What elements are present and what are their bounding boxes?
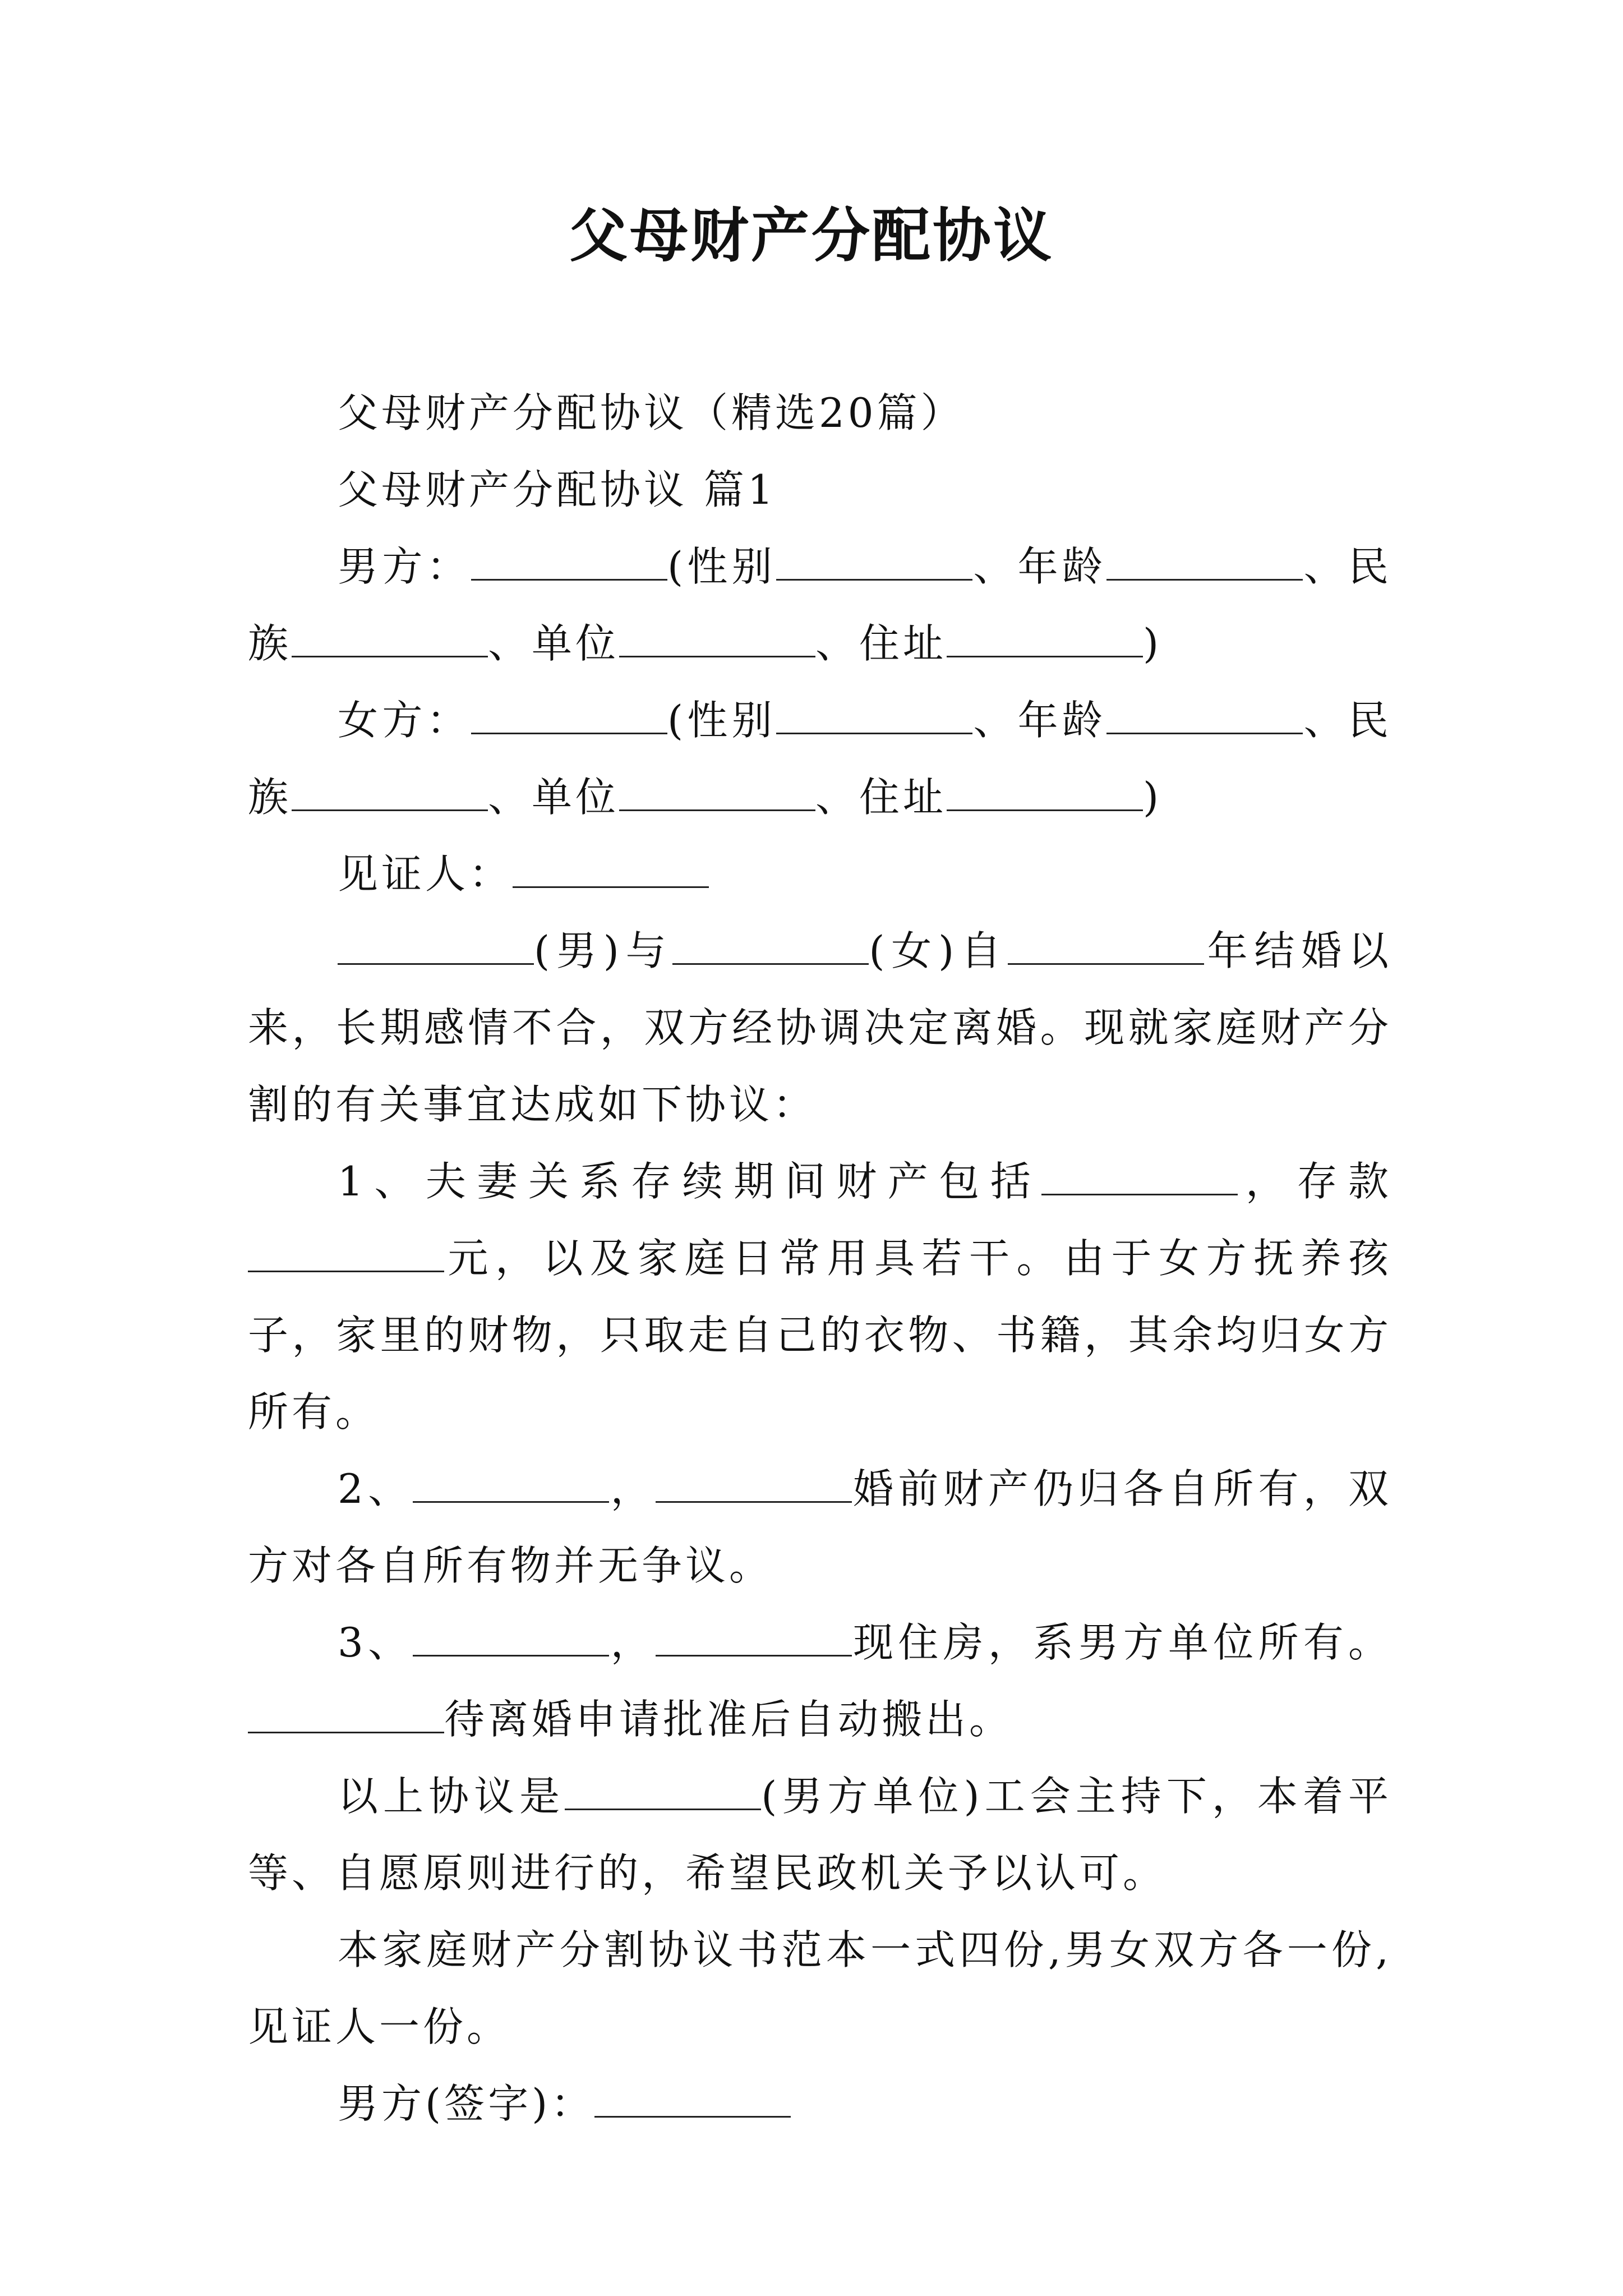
document-subtitle: 父母财产分配协议（精选20篇）	[338, 389, 965, 436]
blank-field	[471, 545, 667, 581]
agreement-paragraph	[248, 1758, 1392, 1912]
work-unit-label: 、单位	[488, 774, 620, 821]
blank-field	[656, 1467, 852, 1503]
blank-field	[248, 1698, 444, 1733]
blank-field	[292, 776, 488, 811]
blank-field	[1041, 1160, 1238, 1195]
agreement-prefix: 以上协议是	[338, 1773, 565, 1820]
blank-field	[776, 699, 972, 734]
intro-text: 年结婚以来，长期感情不合，双方经协调决定离婚。现就家庭财产分割的有关事宜达成如下协议：	[248, 927, 1392, 1128]
clause-2	[248, 1451, 1392, 1604]
blank-field	[947, 776, 1143, 811]
clause-1	[248, 1143, 1392, 1451]
clause-1-prefix: 1、夫妻关系存续期间财产包括	[338, 1158, 1042, 1205]
gender-label: (性别	[667, 543, 777, 590]
clause-2-comma: ，	[609, 1465, 656, 1512]
document-title: 父母财产分配协议	[569, 201, 1054, 270]
work-unit-label: 、单位	[488, 620, 620, 667]
female-party-label: 女方：	[338, 697, 471, 744]
male-signature-line	[248, 2065, 1392, 2142]
blank-field	[776, 545, 972, 581]
intro-paragraph	[248, 913, 1392, 1143]
clause-1-text: 元，以及家庭日常用具若干。由于女方抚养孩子，家里的财物，只取走自己的衣物、书籍，其余均归女方所有。	[248, 1235, 1392, 1435]
blank-field	[619, 776, 815, 811]
blank-field	[1008, 930, 1204, 965]
female-party-line	[248, 682, 1392, 836]
blank-field	[338, 930, 534, 965]
blank-field	[947, 622, 1143, 657]
blank-field	[619, 622, 815, 657]
clause-1-deposit: ，存款	[1238, 1158, 1392, 1205]
clause-3-comma: ，	[609, 1619, 656, 1666]
blank-field	[513, 853, 709, 888]
clause-2-prefix: 2、	[338, 1465, 413, 1512]
ethnicity-label: 、民族	[248, 697, 1392, 821]
blank-field	[1106, 699, 1303, 734]
male-party-line	[248, 528, 1392, 682]
clause-3	[248, 1604, 1392, 1758]
signature-blank	[594, 2082, 791, 2118]
document-body	[248, 375, 1392, 2142]
clause-2-text: 婚前财产仍归各自所有，双方对各自所有物并无争议。	[248, 1465, 1392, 1589]
address-label: 、住址	[815, 774, 947, 821]
male-signature-label: 男方(签字)：	[338, 2080, 595, 2127]
close-paren: )	[1143, 774, 1163, 821]
intro-male-tag: (男)与	[534, 927, 673, 974]
blank-field	[413, 1621, 609, 1657]
close-paren: )	[1143, 620, 1163, 667]
age-label: 、年龄	[972, 543, 1107, 590]
agreement-text: (男方单位)工会主持下，本着平等、自愿原则进行的，希望民政机关予以认可。	[248, 1773, 1392, 1897]
witness-line	[248, 836, 1392, 913]
blank-field	[1106, 545, 1303, 581]
male-party-label: 男方：	[338, 543, 471, 590]
ethnicity-label: 、民族	[248, 543, 1392, 667]
clause-3-text: 待离婚申请批准后自动搬出。	[444, 1696, 1013, 1743]
section-heading: 父母财产分配协议 篇1	[338, 466, 777, 513]
address-label: 、住址	[815, 620, 947, 667]
age-label: 、年龄	[972, 697, 1107, 744]
intro-female-tag: (女)自	[869, 927, 1008, 974]
blank-field	[471, 699, 667, 734]
clause-3-mid: 现住房，系男方单位所有。	[851, 1619, 1392, 1666]
blank-field	[565, 1775, 761, 1810]
blank-field	[292, 622, 488, 657]
blank-field	[656, 1621, 852, 1657]
blank-field	[248, 1237, 444, 1272]
blank-field	[672, 930, 869, 965]
witness-label: 见证人：	[338, 850, 513, 898]
clause-3-prefix: 3、	[338, 1619, 413, 1666]
gender-label: (性别	[667, 697, 777, 744]
blank-field	[413, 1467, 609, 1503]
copies-paragraph: 本家庭财产分割协议书范本一式四份,男女双方各一份,见证人一份。	[248, 1926, 1392, 2050]
